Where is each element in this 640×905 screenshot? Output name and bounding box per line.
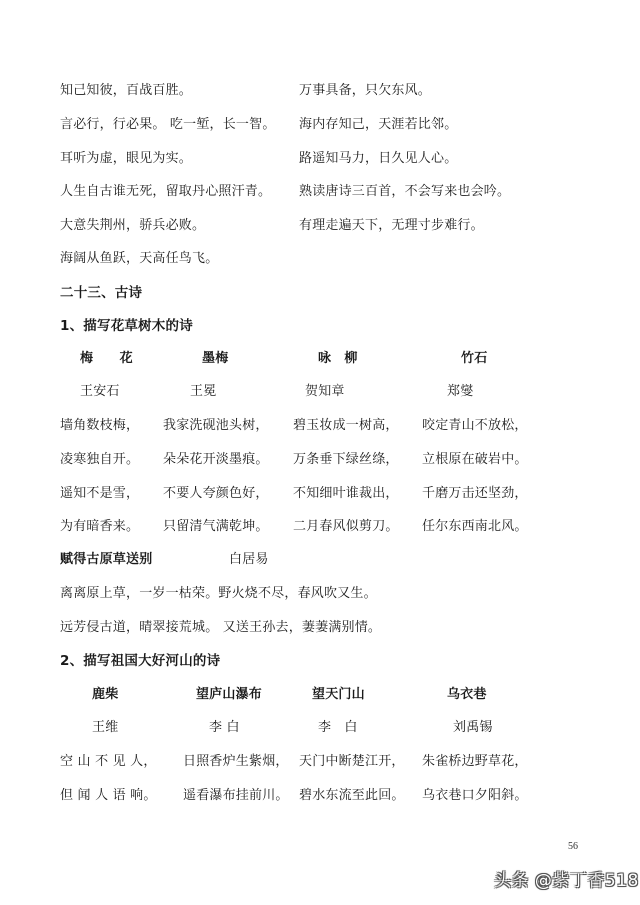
poem-line: 不要人夸颜色好， [163,486,269,501]
watermark: 头条 @紫丁香518 [494,871,639,891]
saying: 路遥知马力，日久见人心。 [299,151,458,166]
poem-line: 为有暗香来。 [60,519,140,534]
poem-title: 竹石 [461,351,488,366]
poem-line: 凌寒独自开。 [60,452,140,467]
poem-title: 赋得古原草送别 [60,552,153,567]
saying: 耳听为虚，眼见为实。 [60,151,193,166]
saying: 海阔从鱼跃，天高任鸟飞。 [60,251,219,266]
saying: 知己知彼，百战百胜。 [60,83,193,98]
poem-line: 乌衣巷口夕阳斜。 [422,788,528,803]
poem-line: 远芳侵古道，晴翠接荒城。 又送王孙去，萋萋满别情。 [60,620,382,635]
poem-author: 贺知章 [305,384,345,399]
saying: 万事具备，只欠东风。 [299,83,432,98]
poem-line: 碧玉妆成一树高， [293,418,399,433]
saying: 言必行，行必果。 吃一堑，长一智。 [60,117,276,132]
poem-title: 望庐山瀑布 [196,687,263,702]
poem-author: 刘禹锡 [453,720,493,735]
poem-line: 日照香炉生紫烟， [183,754,289,769]
poem-author: 李 白 [318,720,358,735]
poem-line: 遥知不是雪， [60,486,140,501]
saying: 大意失荆州，骄兵必败。 [60,218,206,233]
poem-line: 朱雀桥边野草花， [422,754,528,769]
poem-line: 墙角数枝梅， [60,418,140,433]
poem-title: 乌衣巷 [447,687,487,702]
poem-line: 不知细叶谁裁出， [293,486,399,501]
poem-line: 但 闻 人 语 响。 [60,788,157,803]
poem-line: 任尔东西南北风。 [422,519,528,534]
saying: 海内存知己，天涯若比邻。 [299,117,458,132]
poem-line: 千磨万击还坚劲， [422,486,528,501]
poem-line: 空 山 不 见 人， [60,754,157,769]
poem-author: 郑燮 [447,384,474,399]
poem-line: 离离原上草，一岁一枯荣。野火烧不尽，春风吹又生。 [60,586,377,601]
poem-title: 咏 柳 [318,351,358,366]
poem-line: 万条垂下绿丝绦， [293,452,399,467]
poem-line: 咬定青山不放松， [422,418,528,433]
subsection-title: 1、描写花草树木的诗 [60,318,193,334]
poem-line: 遥看瀑布挂前川。 [183,788,289,803]
poem-author: 王维 [92,720,119,735]
poem-author: 王安石 [80,384,120,399]
poem-title: 鹿柴 [92,687,119,702]
poem-line: 只留清气满乾坤。 [163,519,269,534]
page-number: 56 [568,841,578,852]
subsection-title: 2、描写祖国大好河山的诗 [60,653,221,669]
saying: 熟读唐诗三百首，不会写来也会吟。 [299,184,511,199]
poem-line: 天门中断楚江开， [299,754,405,769]
poem-title: 梅 花 [80,351,133,366]
poem-line: 立根原在破岩中。 [422,452,528,467]
poem-author: 李 白 [209,720,240,735]
saying: 人生自古谁无死，留取丹心照汗青。 [60,184,272,199]
poem-author: 白居易 [229,552,269,567]
section-title: 二十三、古诗 [60,285,143,301]
poem-line: 二月春风似剪刀。 [293,519,399,534]
poem-title: 墨梅 [202,351,229,366]
saying: 有理走遍天下，无理寸步难行。 [299,218,484,233]
poem-author: 王冕 [190,384,217,399]
poem-line: 我家洗砚池头树， [163,418,269,433]
poem-line: 碧水东流至此回。 [299,788,405,803]
poem-title: 望天门山 [312,687,365,702]
poem-line: 朵朵花开淡墨痕。 [163,452,269,467]
